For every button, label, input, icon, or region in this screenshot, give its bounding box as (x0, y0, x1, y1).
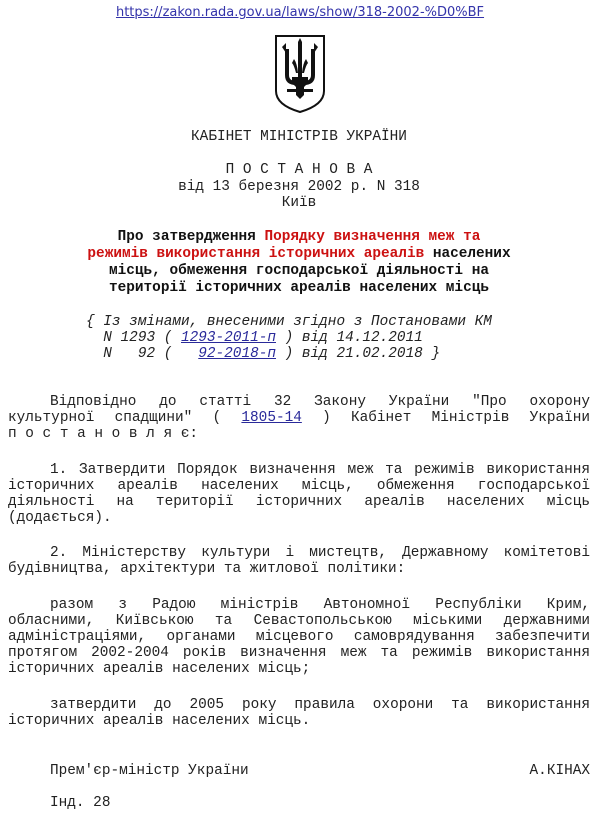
item1-line: історичних ареалів населених місць, обмеження господарської (8, 478, 590, 494)
title-line-4: території історичних ареалів населених місць (109, 280, 489, 296)
city: Київ (281, 195, 317, 211)
document-index: Інд. 28 (50, 795, 111, 811)
preamble-line-3: п о с т а н о в л я є: (8, 426, 198, 442)
item2b-line: затвердити до 2005 року правила охорони та використання (50, 697, 590, 713)
title-line-1: Про затвердження Порядку визначення меж та (117, 229, 481, 245)
item2a-line: протягом 2002-2004 років визначення меж та режимів використання (8, 645, 590, 661)
item2a-line: адміністраціями, органами місцевого самоврядування забезпечити (8, 629, 590, 645)
amendment-link[interactable]: 1293-2011-п (181, 330, 276, 346)
date-number: від 13 березня 2002 р. N 318 (178, 179, 420, 195)
item2-line: будівництва, архітектури та житлової політики: (8, 561, 406, 577)
preamble-line-1: Відповідно до статті 32 Закону України "Про охорону (50, 394, 590, 410)
signature-name: А.КІНАХ (529, 763, 590, 779)
title-line-2: режимів використання історичних ареалів населених (87, 246, 511, 262)
amendment-link[interactable]: 92-2018-п (198, 346, 276, 362)
title-highlight: режимів використання історичних ареалів (87, 246, 425, 262)
signature-position: Прем'єр-міністр України (50, 763, 249, 779)
item2-line: 2. Міністерству культури і мистецтв, Державному комітетові (50, 545, 590, 561)
amendment-item: N 92 ( 92-2018-п ) від 21.02.2018 } (86, 346, 441, 362)
item1-line: 1. Затвердити Порядок визначення меж та режимів використання (50, 462, 590, 478)
title-highlight: Порядку визначення меж та (264, 229, 481, 245)
item1-line: діяльності на території історичних ареалів населених місць (8, 494, 590, 510)
item2a-line: обласними, Київською та Севастопольською міськими державними (8, 613, 590, 629)
title-line-3: місць, обмеження господарської діяльності на (109, 263, 489, 279)
source-url-link[interactable]: https://zakon.rada.gov.ua/laws/show/318-2002-%D0%BF (115, 5, 485, 20)
preamble-line-2: культурної спадщини" ( 1805-14 ) Кабінет Міністрів України (8, 410, 591, 426)
document-type: П О С Т А Н О В А (225, 162, 373, 178)
authority-heading: КАБІНЕТ МІНІСТРІВ УКРАЇНИ (191, 129, 407, 145)
trident-coat-of-arms-icon (272, 33, 328, 115)
item1-line: (додається). (8, 510, 112, 526)
item2b-line: історичних ареалів населених місць. (8, 713, 311, 729)
item2a-line: разом з Радою міністрів Автономної Республіки Крим, (50, 597, 590, 613)
amendments-heading: { Із змінами, внесеними згідно з Постановами КМ (86, 314, 492, 330)
item2a-line: історичних ареалів населених місць; (8, 661, 311, 677)
law-link[interactable]: 1805-14 (241, 410, 302, 426)
amendment-item: N 1293 ( 1293-2011-п ) від 14.12.2011 (86, 330, 423, 346)
